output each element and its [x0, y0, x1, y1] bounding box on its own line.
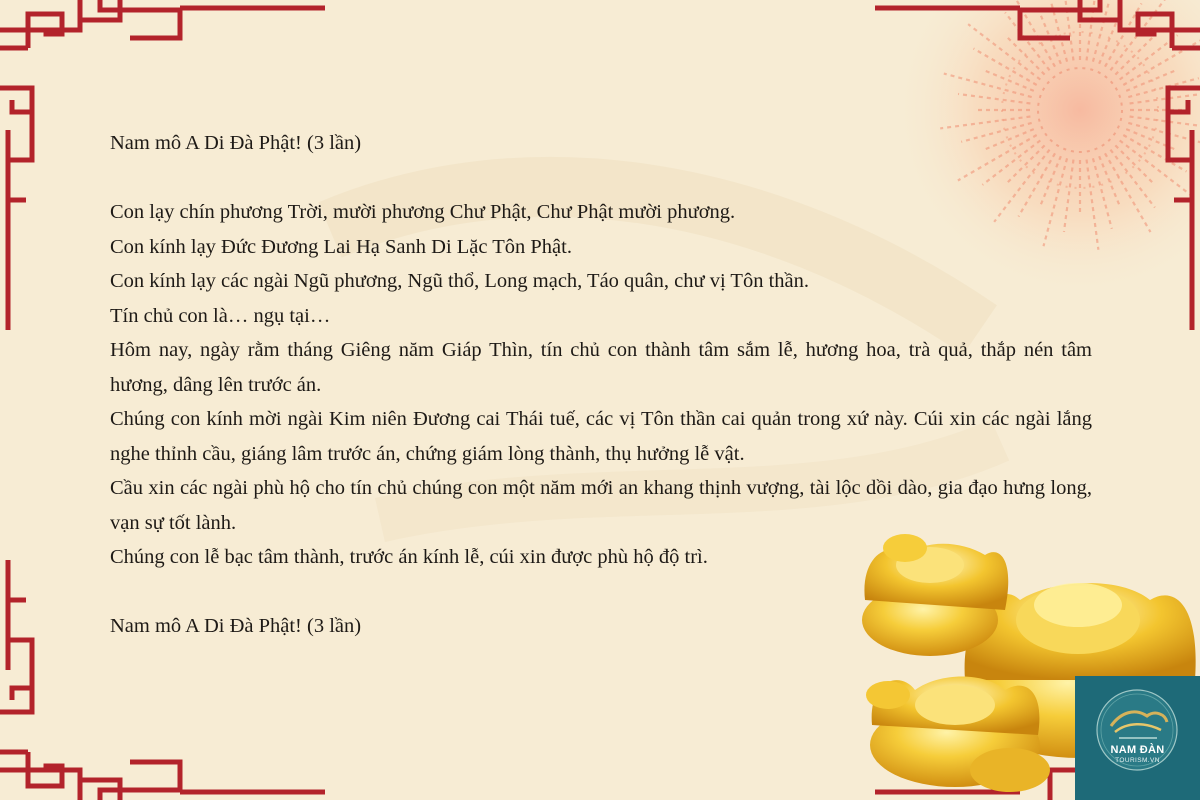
prayer-line: Con lạy chín phương Trời, mười phương Chư Phật, Chư Phật mười phương. [110, 201, 736, 223]
prayer-closing: Nam mô A Di Đà Phật! (3 lần) [110, 615, 362, 637]
logo-subtitle: TOURISM.VN [1115, 757, 1160, 764]
logo-title: NAM ĐÀN [1110, 744, 1165, 756]
prayer-text [110, 126, 1092, 644]
prayer-line: Con kính lạy các ngài Ngũ phương, Ngũ thổ, Long mạch, Táo quân, chư vị Tôn thần. [110, 270, 810, 292]
prayer-line: Tín chủ con là… ngụ tại… [110, 304, 331, 327]
prayer-line: Con kính lạy Đức Đương Lai Hạ Sanh Di Lặc Tôn Phật. [110, 235, 572, 258]
prayer-line: Hôm nay, ngày rằm tháng Giêng năm Giáp Thìn, tín chủ con thành tâm sắm lễ, hương hoa, trà quả, thắp nén tâm hương, dâng lên trước án. [110, 339, 1092, 396]
logo-emblem-icon [1075, 676, 1200, 800]
prayer-line: Cầu xin các ngài phù hộ cho tín chủ chúng con một năm mới an khang thịnh vượng, tài lộc dồi dào, gia đạo hưng long, vạn sự tốt lành. [110, 477, 1092, 534]
prayer-opening: Nam mô A Di Đà Phật! (3 lần) [110, 132, 362, 154]
prayer-line: Chúng con kính mời ngài Kim niên Đương cai Thái tuế, các vị Tôn thần cai quản trong xứ này. Cúi xin các ngài lắng nghe thỉnh cầu, giáng lâm trước án, chứng giám lòng thành, thụ hưởng lễ vật. [110, 408, 1092, 465]
namdan-tourism-logo [1075, 676, 1200, 800]
prayer-line: Chúng con lễ bạc tâm thành, trước án kính lễ, cúi xin được phù hộ độ trì. [110, 546, 708, 568]
